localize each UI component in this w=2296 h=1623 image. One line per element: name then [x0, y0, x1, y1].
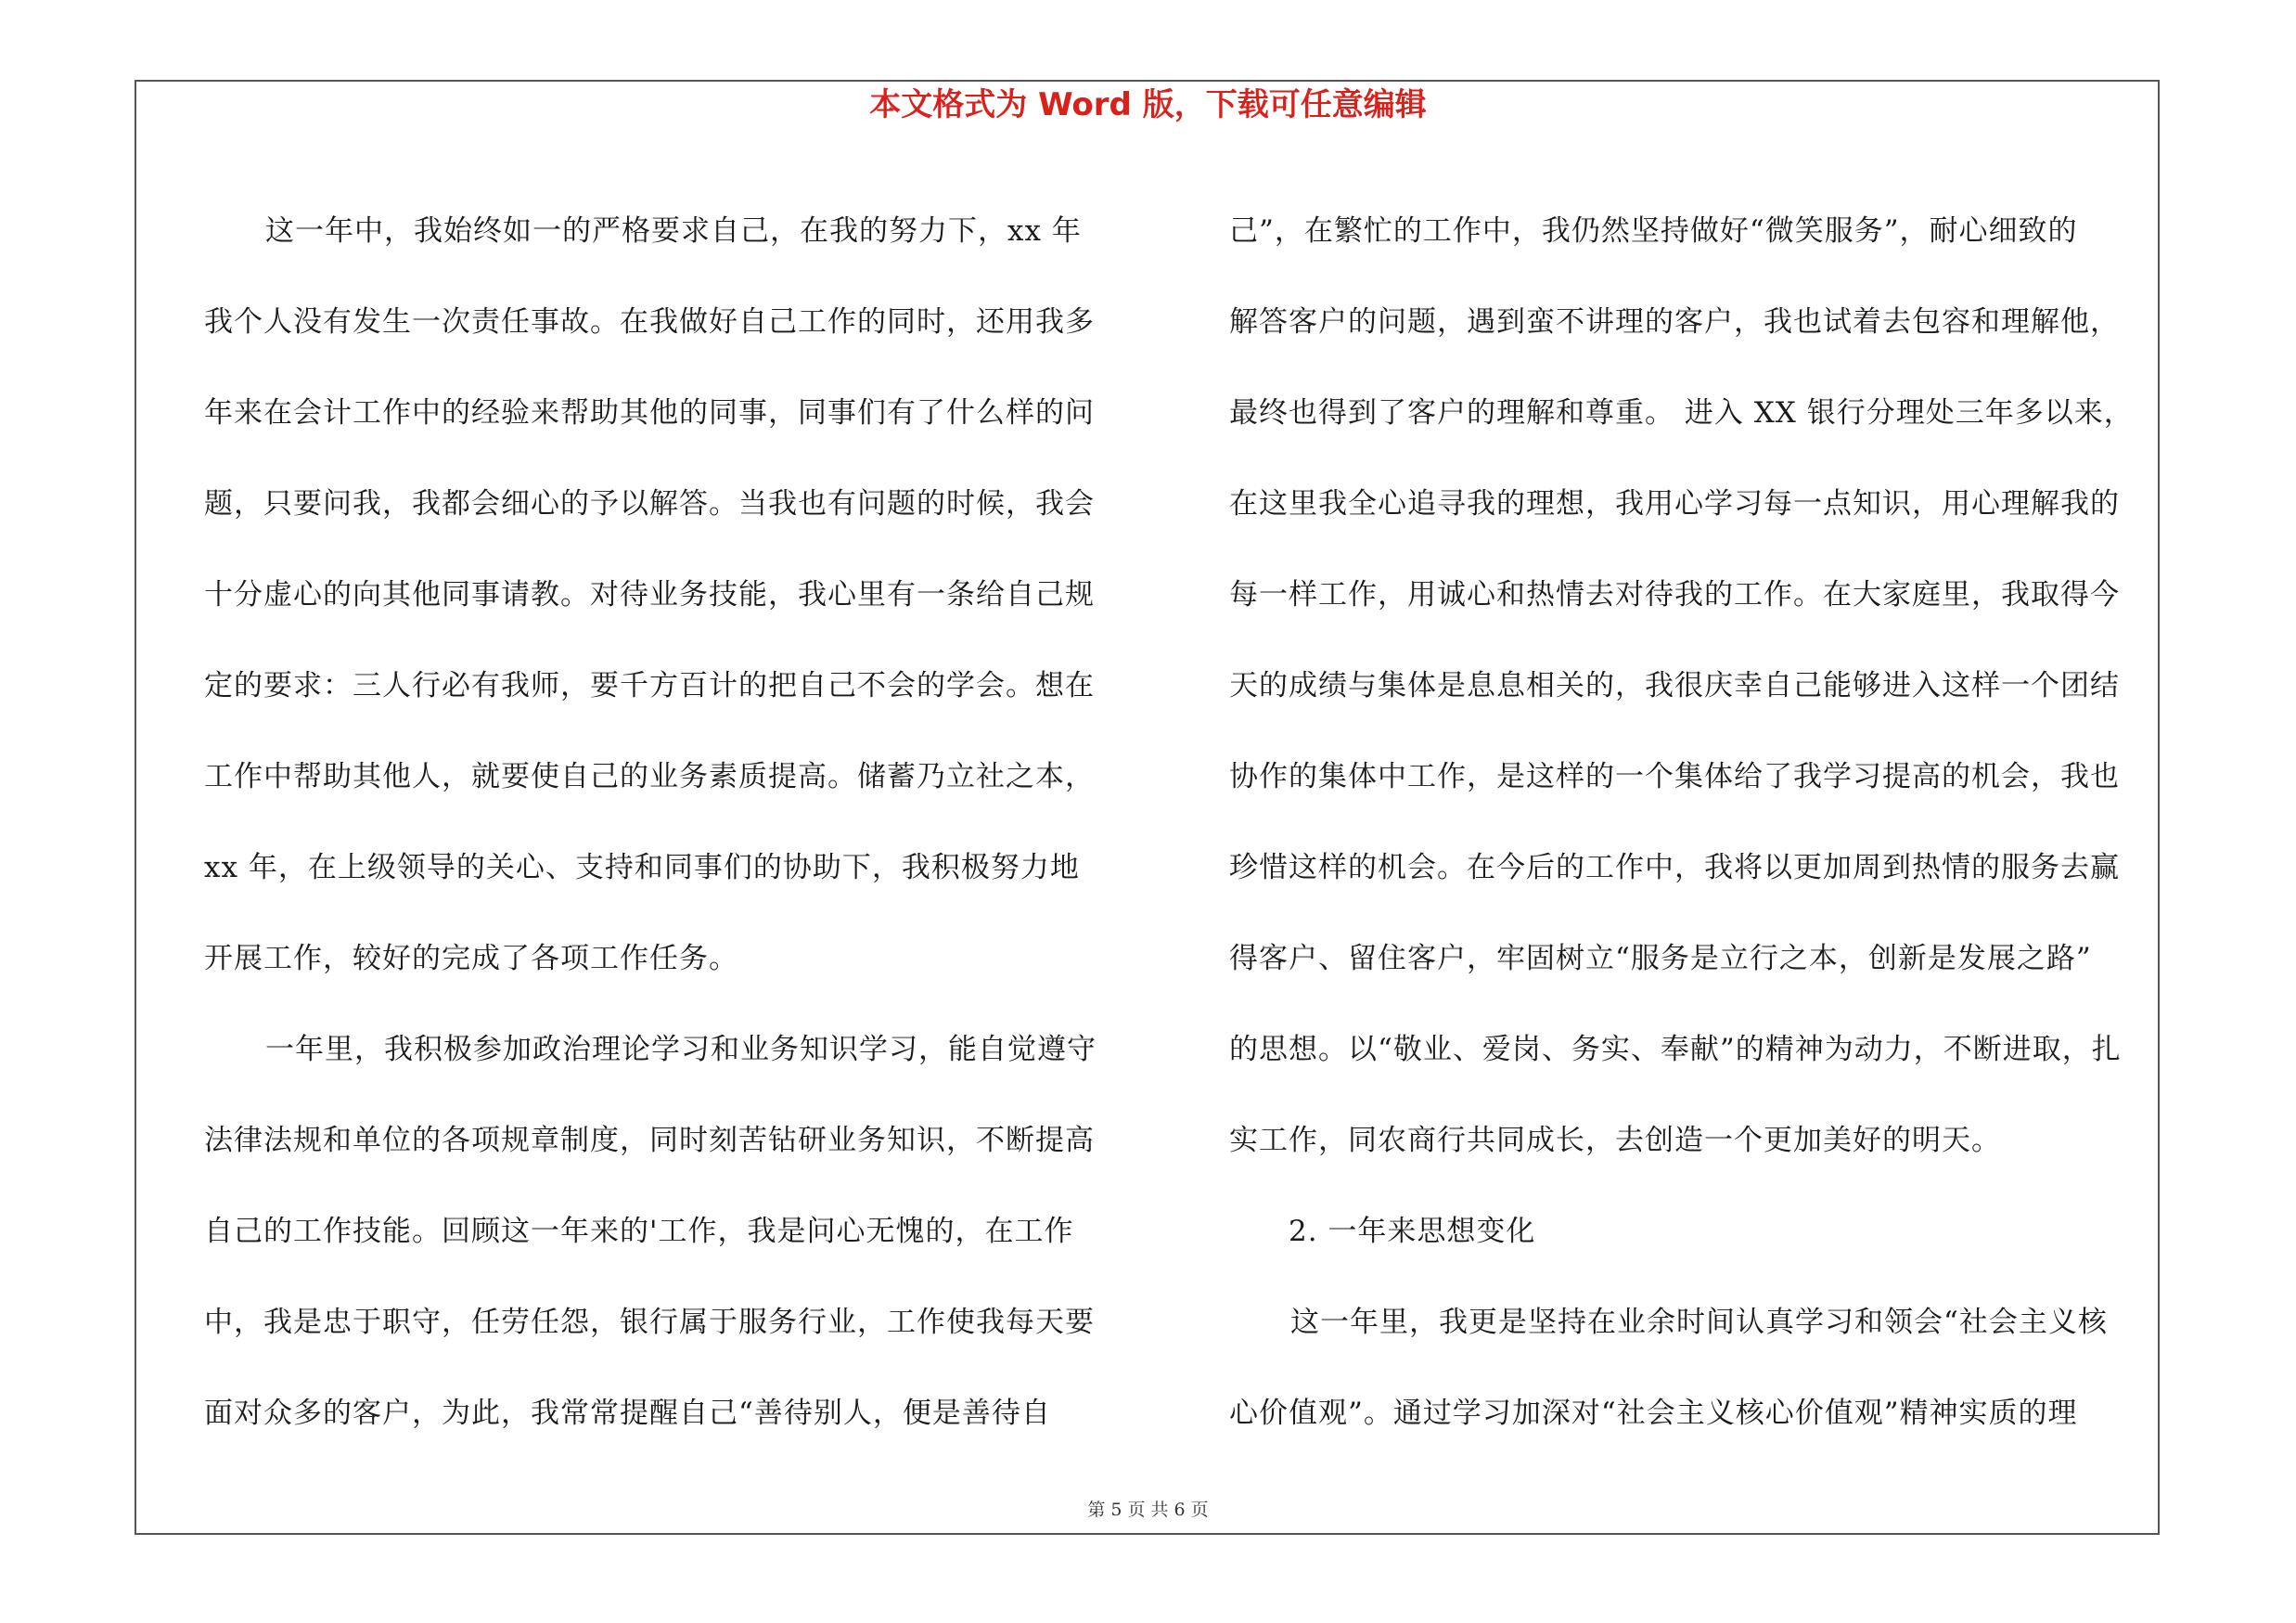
text-line: xx 年，在上级领导的关心、支持和同事们的协助下，我积极努力地: [204, 851, 1080, 884]
text-line: 心价值观”。通过学习加深对“社会主义核心价值观”精神实质的理: [1229, 1397, 2078, 1430]
format-banner: 本文格式为 Word 版，下载可任意编辑: [869, 86, 1427, 123]
text-line: 这一年中，我始终如一的严格要求自己，在我的努力下，xx 年: [265, 214, 1082, 248]
text-line: 法律法规和单位的各项规章制度，同时刻苦钻研业务知识，不断提高: [204, 1124, 1095, 1157]
text-line: 定的要求：三人行必有我师，要千方百计的把自己不会的学会。想在: [204, 669, 1095, 702]
text-line: 题，只要问我，我都会细心的予以解答。当我也有问题的时候，我会: [204, 487, 1095, 521]
right-column: [1229, 186, 2157, 1459]
text-line: 开展工作，较好的完成了各项工作任务。: [204, 942, 738, 975]
text-line: 己”，在繁忙的工作中，我仍然坚持做好“微笑服务”，耐心细致的: [1229, 214, 2078, 248]
text-line: 得客户、留住客户，牢固树立“服务是立行之本，创新是发展之路”: [1229, 942, 2092, 975]
text-line: 自己的工作技能。回顾这一年来的'工作，我是问心无愧的，在工作: [204, 1215, 1074, 1248]
text-line: 年来在会计工作中的经验来帮助其他的同事，同事们有了什么样的问: [204, 396, 1095, 430]
text-line: 中，我是忠于职守，任劳任怨，银行属于服务行业，工作使我每天要: [204, 1306, 1095, 1339]
text-line: 在这里我全心追寻我的理想，我用心学习每一点知识，用心理解我的: [1229, 487, 2120, 521]
section-heading: 2. 一年来思想变化: [1289, 1215, 1536, 1248]
text-line: 面对众多的客户，为此，我常常提醒自己“善待别人，便是善待自: [204, 1397, 1051, 1430]
text-line: 工作中帮助其他人，就要使自己的业务素质提高。储蓄乃立社之本，: [204, 760, 1095, 793]
text-line: 天的成绩与集体是息息相关的，我很庆幸自己能够进入这样一个团结: [1229, 669, 2120, 702]
text-line: 珍惜这样的机会。在今后的工作中，我将以更加周到热情的服务去赢: [1229, 851, 2120, 884]
text-line: 每一样工作，用诚心和热情去对待我的工作。在大家庭里，我取得今: [1229, 578, 2120, 612]
text-line: 这一年里，我更是坚持在业余时间认真学习和领会“社会主义核: [1290, 1306, 2108, 1339]
text-line: 十分虚心的向其他同事请教。对待业务技能，我心里有一条给自己规: [204, 578, 1095, 612]
text-line: 实工作，同农商行共同成长，去创造一个更加美好的明天。: [1229, 1124, 2001, 1157]
text-line: 最终也得到了客户的理解和尊重。 进入 XX 银行分理处三年多以来，: [1229, 396, 2134, 430]
text-line: 解答客户的问题，遇到蛮不讲理的客户，我也试着去包容和理解他，: [1229, 305, 2120, 339]
left-column: [204, 186, 1150, 1459]
page-number: 第 5 页 共 6 页: [1087, 1500, 1209, 1520]
text-line: 的思想。以“敬业、爱岗、务实、奉献”的精神为动力，不断进取，扎: [1229, 1033, 2122, 1066]
text-line: 一年里，我积极参加政治理论学习和业务知识学习，能自觉遵守: [265, 1033, 1097, 1066]
text-line: 协作的集体中工作，是这样的一个集体给了我学习提高的机会，我也: [1229, 760, 2120, 793]
text-line: 我个人没有发生一次责任事故。在我做好自己工作的同时，还用我多: [204, 305, 1095, 339]
